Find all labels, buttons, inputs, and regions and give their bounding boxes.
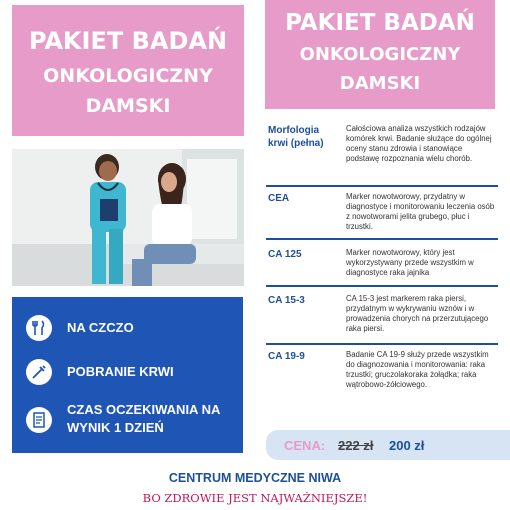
photo-illustration: [12, 149, 244, 286]
info-row-wait: [12, 401, 243, 439]
right-title-line2: ONKOLOGICZNY: [299, 44, 461, 65]
left-title-line1: PAKIET BADAŃ: [28, 27, 228, 55]
left-title-line2: ONKOLOGICZNY: [43, 65, 213, 87]
divider: [266, 238, 498, 240]
test-name: CA 15-3: [268, 295, 305, 306]
info-row-blood: [12, 359, 243, 385]
test-name: CEA: [268, 193, 290, 204]
old-price: 222 zł: [338, 438, 374, 453]
divider: [266, 185, 498, 187]
info-box: [12, 297, 243, 453]
document-icon: [26, 407, 52, 433]
syringe-icon: [26, 359, 52, 385]
right-title-box: [265, 0, 495, 109]
left-title-line3: DAMSKI: [85, 95, 171, 117]
test-description: Całościowa analiza wszystkich rodzajów komórek krwi. Badanie służące do ogólnej oceny stanu zdrowia i stanowiące podstawę rozpoznania wielu chorób.: [346, 124, 492, 163]
doctor-patient-photo: [12, 149, 244, 286]
divider: [266, 343, 498, 345]
test-description: Marker nowotworowy, który jest wykorzystywany przede wszystkim w diagnostyce raka jajnika: [346, 248, 474, 277]
slogan: BO ZDROWIE JEST NAJWAŻNIEJSZE!: [142, 491, 368, 505]
info-fasting-text: NA CZCZO: [67, 320, 134, 335]
info-wait-text: CZAS OCZEKIWANIA NA WYNIK 1 DZIEŃ: [67, 402, 220, 435]
divider: [266, 285, 498, 287]
clinic-name: CENTRUM MEDYCZNE NIWA: [168, 471, 342, 485]
right-title-line3: DAMSKI: [339, 73, 421, 94]
test-description: Badanie CA 19-9 służy przede wszystkim do diagnozowania i monitorowania: raka trzustki; gruczolakoraka żołądka; raka wątrobowo-żółciowego.: [346, 350, 489, 389]
fork-knife-icon: [26, 315, 52, 341]
left-title-box: [12, 5, 244, 136]
info-row-fasting: [12, 315, 243, 341]
price-label: CENA:: [284, 438, 326, 453]
new-price: 200 zł: [389, 438, 425, 453]
info-blood-text: POBRANIE KRWI: [67, 364, 174, 379]
test-description: CA 15-3 jest markerem raka piersi, przydatnym w wykrywaniu wznów i w prowadzenia chorych na przerzutującego raka piersi.: [346, 294, 489, 333]
right-title-line1: PAKIET BADAŃ: [285, 10, 475, 36]
price-bar: [266, 430, 510, 460]
test-name: CA 125: [268, 249, 302, 260]
test-description: Marker nowotworowy, przydatny w diagnostyce i monitorowaniu leczenia osób z nowotworami jelita grubego, płuc i trzustki.: [346, 192, 495, 231]
test-name: Morfologia krwi (pełna): [268, 125, 324, 149]
test-name: CA 19-9: [268, 351, 305, 362]
